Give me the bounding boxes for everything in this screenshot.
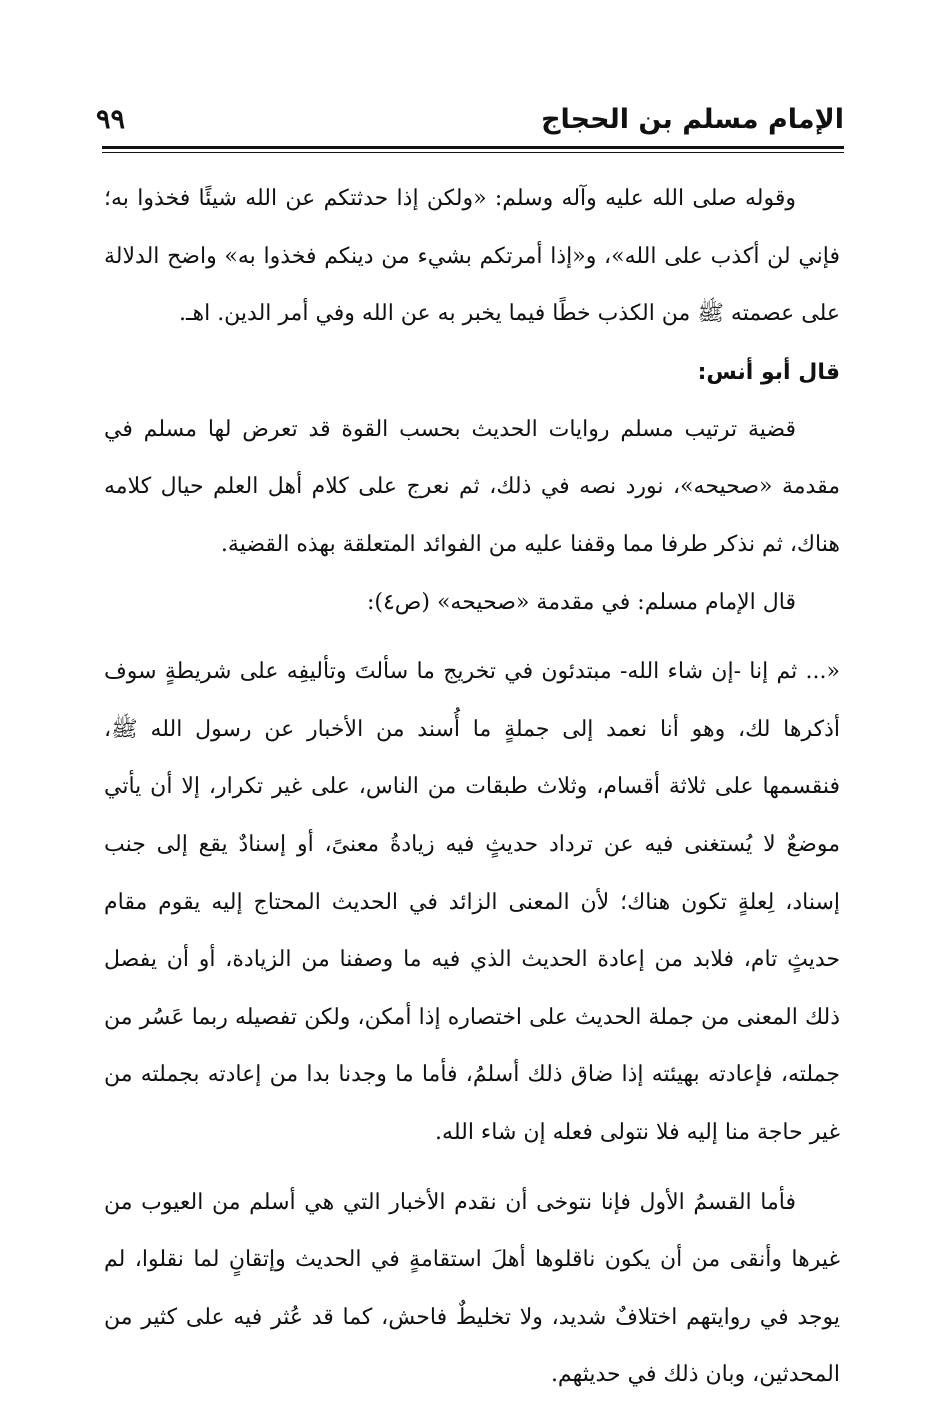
header-double-rule <box>102 146 844 154</box>
intro-paragraph: وقوله صلى الله عليه وآله وسلم: «ولكن إذا حدثتكم عن الله شيئًا فخذوا به؛ فإني لن أكذب على الله»، و«إذا أمرتكم بشيء من دينكم فخذوا به» واضح الدلالة على عصمته ﷺ من الكذب خطًا فيما يخبر به عن الله وفي أمر الدين. اهـ. <box>104 186 840 327</box>
quote-paragraph: «... ثم إنا -إن شاء الله- مبتدئون في تخريج ما سألتَ وتأليفِه على شريطةٍ سوف أذكرها لك، وهو أنا نعمد إلى جملةٍ ما أُسند من الأخبار عن رسول الله ﷺ، فنقسمها على ثلاثة أقسام، وثلاث طبقات من الناس، على غير تكرار، إلا أن يأتي موضعٌ لا يُستغنى فيه عن ترداد حديثٍ فيه زيادةُ معنىً، أو إسنادٌ يقع إلى جنب إسناد، لِعلةٍ تكون هناك؛ لأن المعنى الزائد في الحديث المحتاج إليه يقوم مقام حديثٍ تام، فلابد من إعادة الحديث الذي فيه ما وصفنا من الزيادة، أو أن يفصل ذلك المعنى من جملة الحديث على اختصاره إذا أمكن، ولكن تفصيله ربما عَسُر من جملته، فإعادته بهيئته إذا ضاق ذلك أسلمُ، فأما ما وجدنا بدا من إعادته بجملته من غير حاجة منا إليه فلا نتولى فعله إن شاء الله. <box>104 659 840 1145</box>
section-heading: قال أبو أنس: <box>697 359 840 385</box>
issue-paragraph: قضية ترتيب مسلم روايات الحديث بحسب القوة قد تعرض لها مسلم في مقدمة «صحيحه»، نورد نصه في ذلك، ثم نعرج على كلام أهل العلم حيال كلامه هناك، ثم نذكر طرفا مما وقفنا عليه من الفوائد المتعلقة بهذه القضية. <box>104 416 840 557</box>
page-body <box>104 170 840 1404</box>
paragraph-gap <box>104 1162 840 1174</box>
header-rule-thin <box>102 152 844 153</box>
running-header <box>96 92 844 140</box>
running-title: الإمام مسلم بن الحجاج <box>541 104 844 135</box>
paragraph-gap <box>104 631 840 643</box>
header-rule-thick <box>102 146 844 149</box>
page-number: ٩٩ <box>96 104 126 135</box>
first-section-paragraph: فأما القسمُ الأول فإنا نتوخى أن نقدم الأخبار التي هي أسلم من العيوب من غيرها وأنقى من أن يكون ناقلوها أهلَ استقامةٍ في الحديث وإتقانٍ لما نقلوا، لم يوجد في روايتهم اختلافٌ شديد، ولا تخليطٌ فاحش، كما قد عُثر فيه على كثير من المحدثين، وبان ذلك في حديثهم. <box>104 1189 840 1388</box>
citation-paragraph: قال الإمام مسلم: في مقدمة «صحيحه» (ص٤): <box>366 589 796 615</box>
